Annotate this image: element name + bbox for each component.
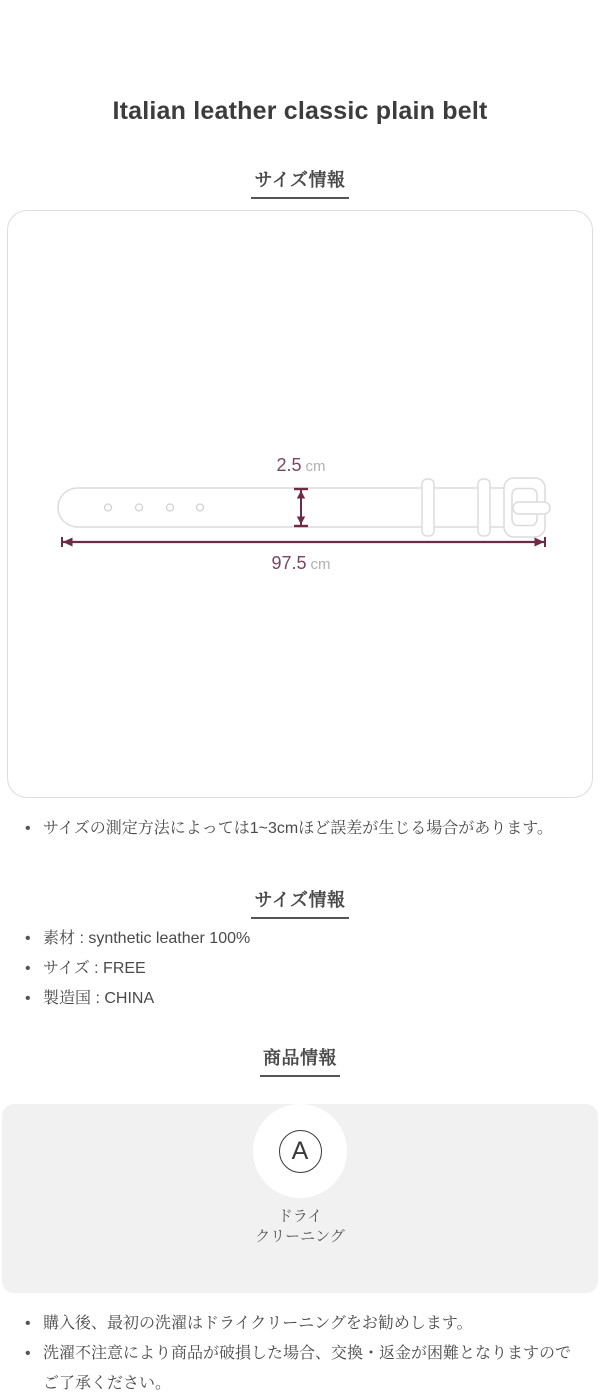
care-caption-line2: クリーニング xyxy=(255,1228,345,1245)
care-note-list xyxy=(0,1309,600,1399)
belt-length-unit: cm xyxy=(310,556,331,573)
belt-loop xyxy=(422,479,434,536)
section-heading-label: サイズ情報 xyxy=(251,886,348,919)
spec-item-material: • 素材 : synthetic leather 100% xyxy=(0,924,600,954)
care-caption-line1: ドライ xyxy=(277,1208,323,1225)
belt-width-unit: cm xyxy=(305,458,326,475)
section-heading-product-info xyxy=(0,1044,600,1077)
page-title: Italian leather classic plain belt xyxy=(112,97,488,125)
spec-list xyxy=(0,924,600,1014)
size-note-item: • サイズの測定方法によっては1~3cmほど誤差が生じる場合があります。 xyxy=(0,814,600,844)
belt-length-label xyxy=(271,553,330,575)
belt-diagram xyxy=(8,211,594,797)
care-note-item: • 購入後、最初の洗濯はドライクリーニングをお勧めします。 xyxy=(0,1309,600,1339)
section-heading-size-diagram xyxy=(0,166,600,199)
spec-item-origin: • 製造国 : CHINA xyxy=(0,984,600,1014)
size-diagram-panel xyxy=(7,210,593,798)
belt-loop xyxy=(478,479,490,536)
section-heading-label: 商品情報 xyxy=(260,1044,340,1077)
section-heading-size-specs xyxy=(0,886,600,919)
size-note-list xyxy=(0,814,600,844)
dry-cleaning-letter: A xyxy=(279,1130,322,1173)
care-info-panel xyxy=(2,1104,598,1293)
belt-width-label xyxy=(276,455,325,477)
belt-length-value: 97.5 xyxy=(271,553,307,573)
dry-cleaning-a-icon xyxy=(253,1104,347,1198)
spec-item-size: • サイズ : FREE xyxy=(0,954,600,984)
length-measure-arrow xyxy=(62,537,545,547)
belt-buckle-prong xyxy=(513,502,550,514)
belt-width-value: 2.5 xyxy=(276,455,302,475)
care-symbol-caption xyxy=(2,1207,598,1247)
belt-strap xyxy=(58,488,524,527)
section-heading-label: サイズ情報 xyxy=(251,166,348,199)
care-note-item: • 洗濯不注意により商品が破損した場合、交換・返金が困難となりますのでご了承ください。 xyxy=(0,1339,600,1399)
